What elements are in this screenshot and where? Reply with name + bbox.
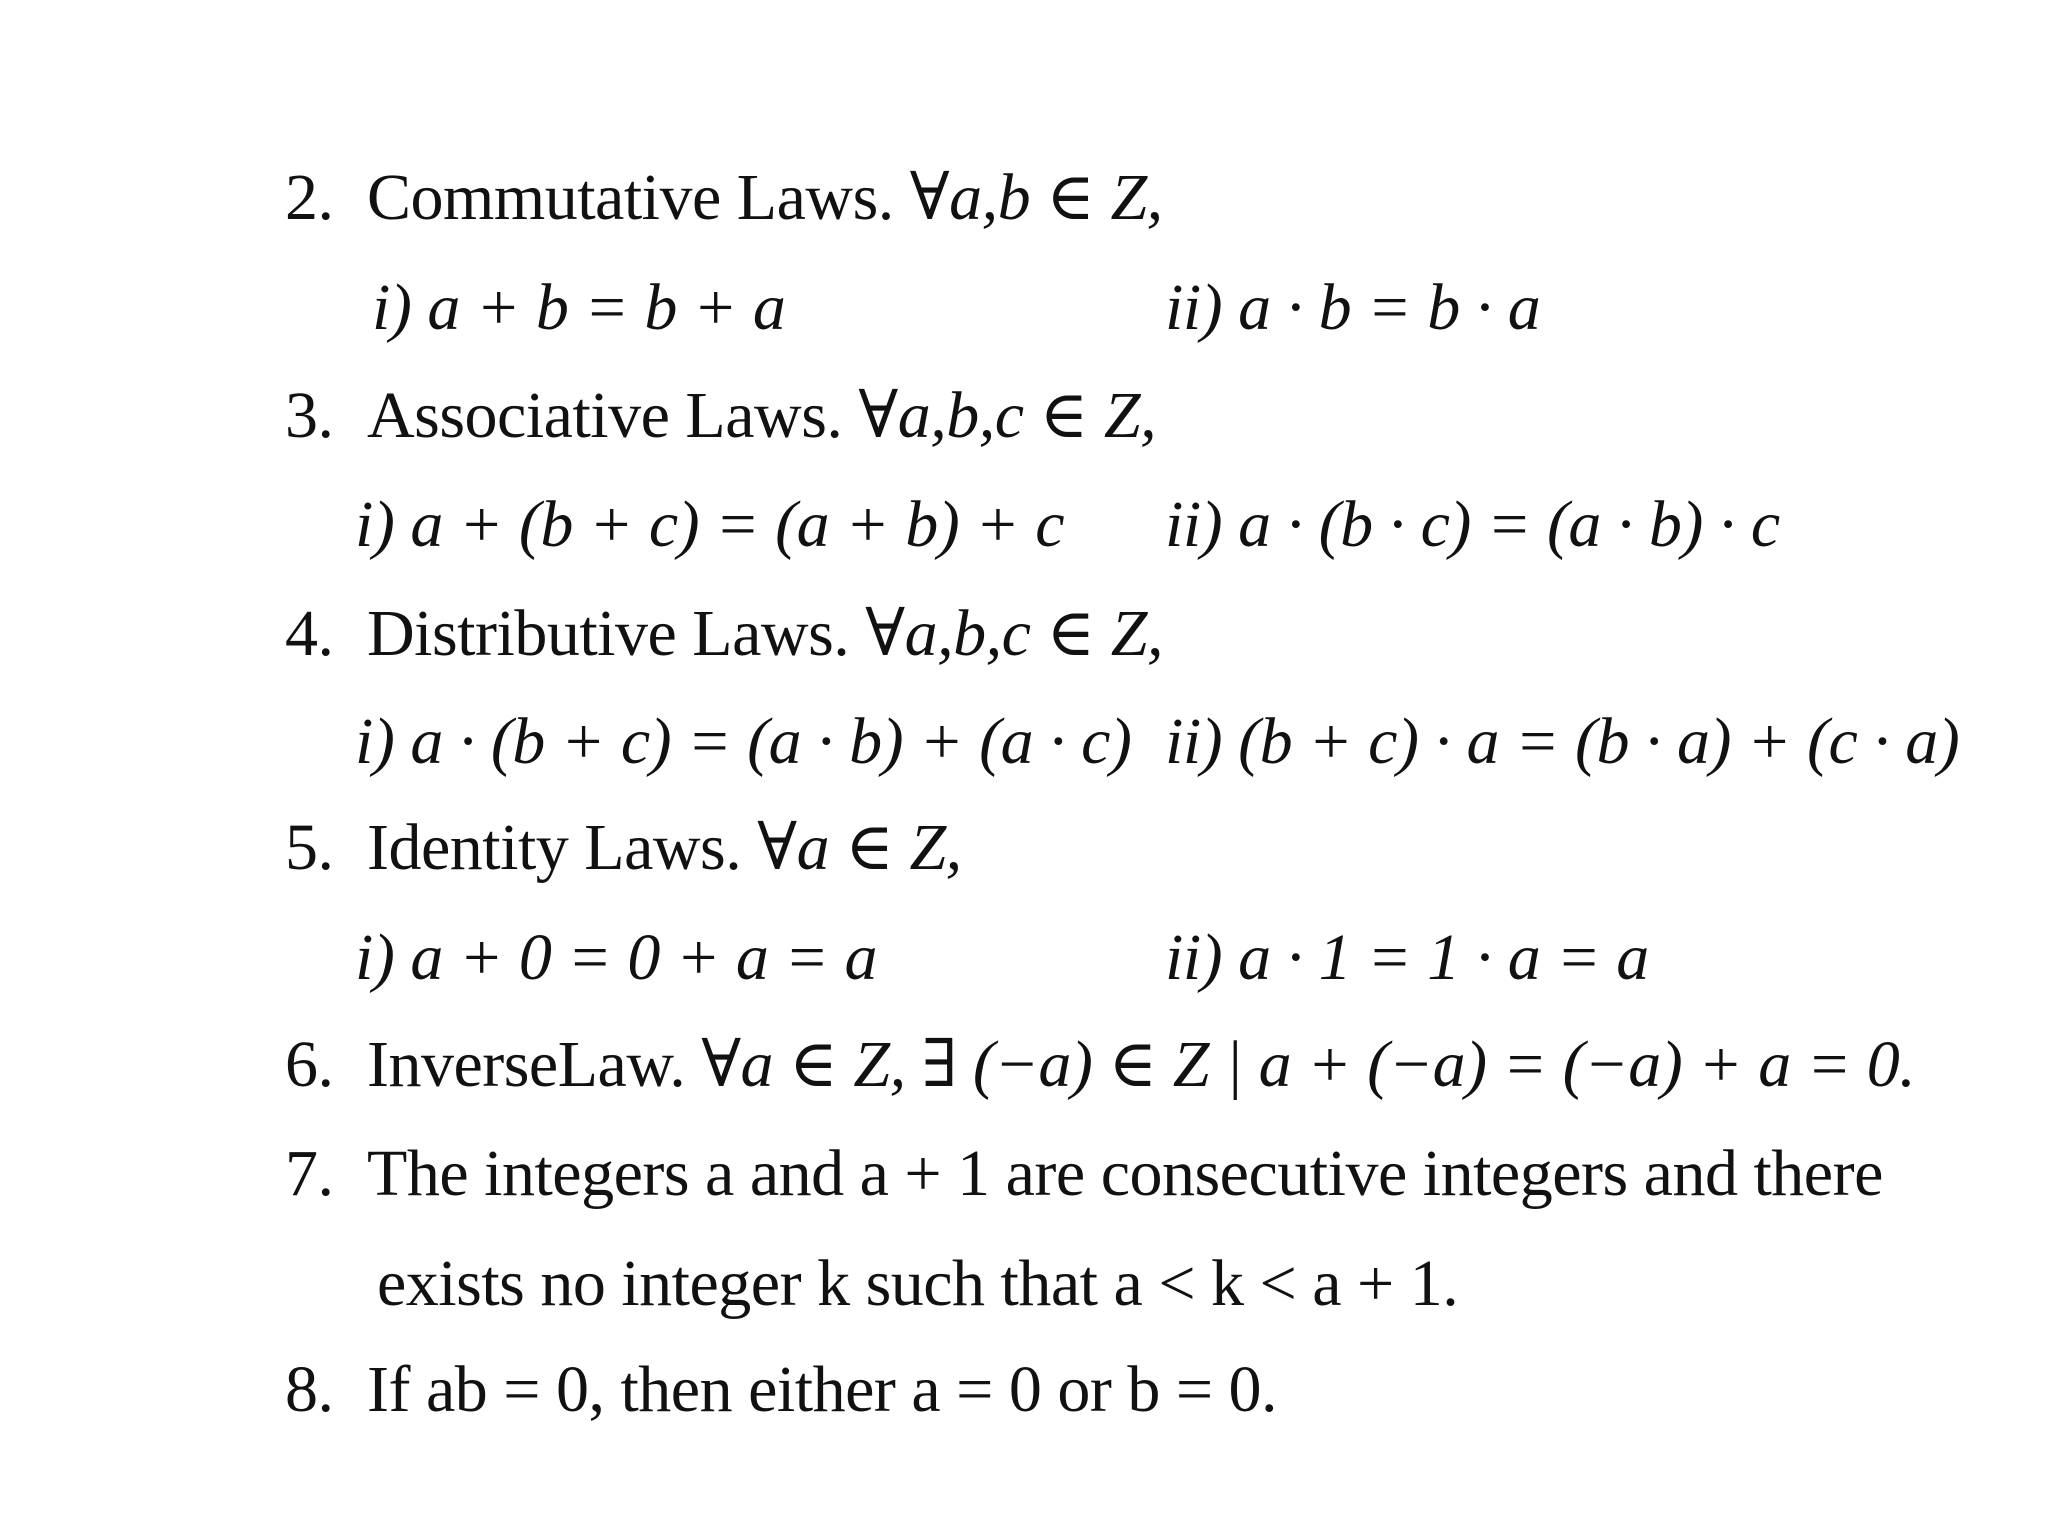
item-heading-group <box>367 1025 1915 1105</box>
quantifier: ∀a,b ∈ Z, <box>909 161 1163 234</box>
item-heading-group <box>367 376 1156 456</box>
law-title: Distributive Laws. <box>367 597 850 670</box>
law-title: Associative Laws. <box>367 379 843 452</box>
law-title: Identity Laws. <box>367 811 742 884</box>
item-number: 8. <box>285 1353 334 1426</box>
law-title: InverseLaw. <box>367 1028 686 1101</box>
item-number: 4. <box>285 597 334 670</box>
sub-item-ii: ii) (b + c) · a = (b · a) + (c · a) <box>1165 705 1960 778</box>
item-number: 3. <box>285 379 334 452</box>
sub-item-ii: ii) a · (b · c) = (a · b) · c <box>1165 488 1780 561</box>
item-statement-line-2: exists no integer k such that a < k < a + 1. <box>377 1247 1459 1320</box>
sub-item-ii: ii) a · b = b · a <box>1165 271 1541 344</box>
sub-item-ii: ii) a · 1 = 1 · a = a <box>1165 921 1649 994</box>
math-document <box>285 0 2025 1536</box>
quantifier: ∀a,b,c ∈ Z, <box>858 379 1157 452</box>
quantifier: ∀a ∈ Z, <box>757 811 962 884</box>
sub-item-i: i) a + b = b + a <box>372 271 786 344</box>
quantifier: ∀a ∈ Z, ∃ (−a) ∈ Z | a + (−a) = (−a) + a = 0. <box>701 1028 1916 1101</box>
law-title: Commutative Laws. <box>367 161 894 234</box>
sub-item-i: i) a + (b + c) = (a + b) + c <box>355 488 1065 561</box>
item-statement-line-1: The integers a and a + 1 are consecutive integers and there <box>367 1137 1883 1210</box>
item-number: 2. <box>285 161 334 234</box>
item-number: 6. <box>285 1028 334 1101</box>
sub-item-i: i) a · (b + c) = (a · b) + (a · c) <box>355 705 1132 778</box>
item-number: 7. <box>285 1137 334 1210</box>
item-statement: If ab = 0, then either a = 0 or b = 0. <box>367 1353 1278 1426</box>
sub-item-i: i) a + 0 = 0 + a = a <box>355 921 877 994</box>
item-number: 5. <box>285 811 334 884</box>
item-heading-group <box>367 594 1163 674</box>
item-heading-group <box>367 158 1163 238</box>
item-heading-group <box>367 808 962 888</box>
quantifier: ∀a,b,c ∈ Z, <box>865 597 1163 670</box>
